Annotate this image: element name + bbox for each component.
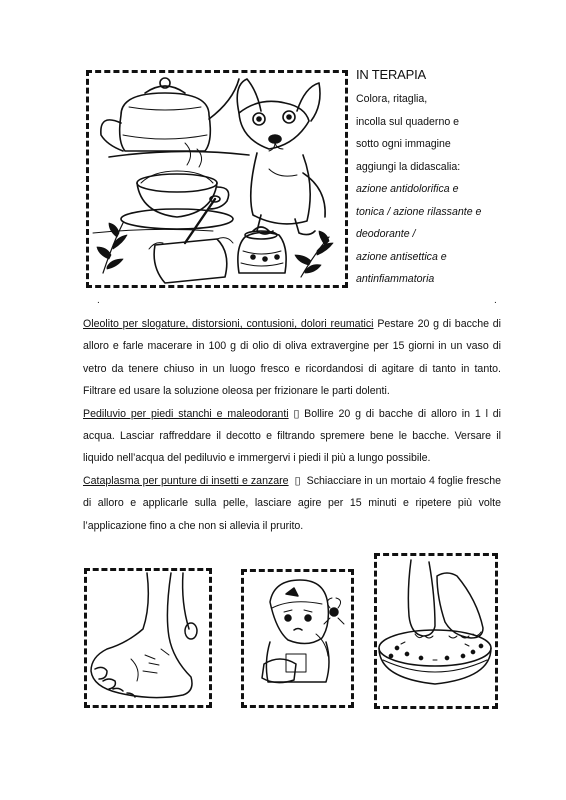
instruction-line: aggiungi la didascalia: <box>356 160 461 173</box>
instruction-line: Colora, ritaglia, <box>356 93 428 105</box>
remedy-text: Schiacciare in un mortaio 4 foglie fresche di alloro e applicarle sulla pelle, lasciare agire per 15 minuti e ripetere più volte l’applicazione fino a che non si allevia il prurito. <box>83 474 501 532</box>
remedy-text: Bollire 20 g di bacche di alloro in 1 l di acqua. Lasciar raffreddare il decotto e filtrando spremere bene le bacche. Versare il liquido nell’acqua del pediluvio e immergervi i piedi il più a lungo possibile. <box>83 407 502 465</box>
cut-mark-right: . <box>494 295 497 306</box>
remedy-paragraph <box>83 470 501 537</box>
cut-mark-left: . <box>97 295 100 306</box>
remedy-separator: ▯ <box>288 474 307 487</box>
remedy-paragraph <box>83 403 501 470</box>
teapot-dog-illustration <box>89 73 345 285</box>
instruction-line: incolla sul quaderno e <box>356 115 460 128</box>
caption-option: deodorante / <box>356 228 416 240</box>
girl-insect-bite-illustration <box>244 572 351 705</box>
instruction-line: sotto ogni immagine <box>356 138 451 150</box>
remedy-text: Pestare 20 g di bacche di alloro e farle macerare in 100 g di olio di oliva extravergine per 15 giorni in un vaso di vetro da tenere chiuso in un luogo fresco e ricordandosi di agitare di tanto in tanto. Filtrare ed usare la soluzione oleosa per frizionare le parti dolenti. <box>83 318 501 398</box>
footbath-illustration-frame <box>374 553 498 709</box>
section-title: IN TERAPIA <box>356 67 427 82</box>
foot-bath-illustration <box>377 556 495 706</box>
instructions-panel <box>356 65 496 291</box>
girl-illustration-frame <box>241 569 354 708</box>
remedies-text <box>83 313 501 537</box>
hero-illustration-frame <box>86 70 348 288</box>
caption-option: azione antisettica e <box>356 250 447 263</box>
caption-option: antinfiammatoria <box>356 273 435 285</box>
caption-option: tonica / azione rilassante e <box>356 205 482 218</box>
remedy-paragraph <box>83 313 501 403</box>
remedy-heading: Pediluvio per piedi stanchi e maleodoranti <box>83 407 289 420</box>
remedy-heading: Cataplasma per punture di insetti e zanzare <box>83 474 289 487</box>
remedy-heading: Oleolito per slogature, distorsioni, contusioni, dolori reumatici <box>83 318 374 330</box>
caption-option: azione antidolorifica e <box>356 183 459 195</box>
foot-illustration-frame <box>84 568 212 708</box>
remedy-separator: ▯ <box>288 407 305 420</box>
sprained-foot-illustration <box>87 571 209 705</box>
